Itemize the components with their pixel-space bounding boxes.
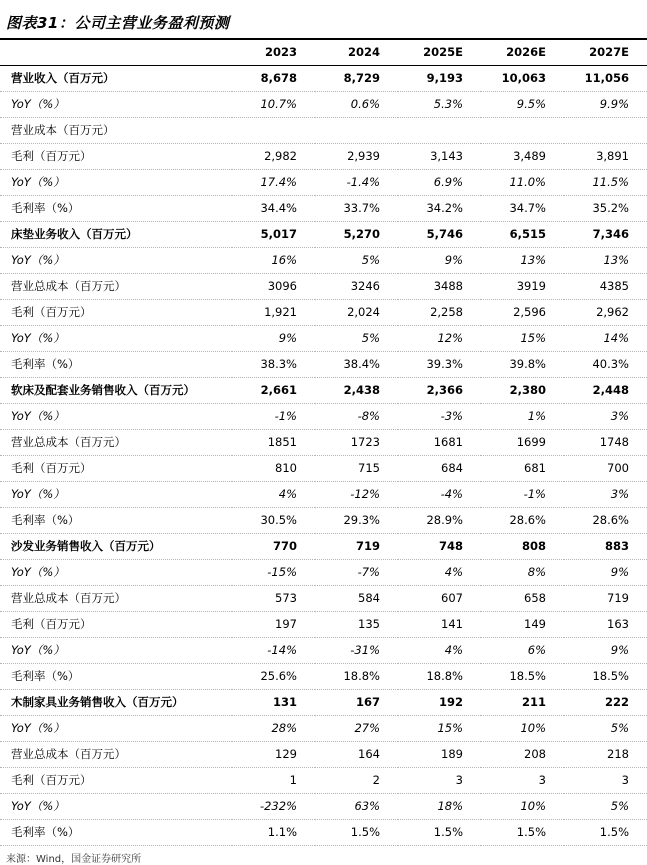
- value-cell: 222: [564, 690, 647, 716]
- value-cell: 10.7%: [232, 92, 315, 118]
- table-row: [0, 508, 647, 534]
- value-cell: 5%: [315, 326, 398, 352]
- value-cell: 3: [398, 768, 481, 794]
- value-cell: 9%: [564, 638, 647, 664]
- value-cell: 15%: [481, 326, 564, 352]
- value-cell: -7%: [315, 560, 398, 586]
- value-cell: 2,258: [398, 300, 481, 326]
- value-cell: 1.5%: [315, 820, 398, 846]
- value-cell: -15%: [232, 560, 315, 586]
- value-cell: 5,017: [232, 222, 315, 248]
- value-cell: 9%: [564, 560, 647, 586]
- value-cell: 6.9%: [398, 170, 481, 196]
- value-cell: 3488: [398, 274, 481, 300]
- value-cell: 5%: [564, 794, 647, 820]
- row-label: YoY（%）: [0, 716, 232, 742]
- row-label: YoY（%）: [0, 560, 232, 586]
- value-cell: -14%: [232, 638, 315, 664]
- value-cell: 149: [481, 612, 564, 638]
- value-cell: 715: [315, 456, 398, 482]
- value-cell: 2,380: [481, 378, 564, 404]
- value-cell: 2,661: [232, 378, 315, 404]
- value-cell: 34.7%: [481, 196, 564, 222]
- value-cell: 2,982: [232, 144, 315, 170]
- value-cell: 1.5%: [398, 820, 481, 846]
- value-cell: 9,193: [398, 66, 481, 92]
- value-cell: 573: [232, 586, 315, 612]
- value-cell: 15%: [398, 716, 481, 742]
- value-cell: 164: [315, 742, 398, 768]
- value-cell: 4%: [232, 482, 315, 508]
- value-cell: 211: [481, 690, 564, 716]
- value-cell: 681: [481, 456, 564, 482]
- row-label: 毛利率（%）: [0, 196, 232, 222]
- value-cell: 3: [564, 768, 647, 794]
- table-row: [0, 378, 647, 404]
- row-label: YoY（%）: [0, 170, 232, 196]
- value-cell: 719: [564, 586, 647, 612]
- row-label: YoY（%）: [0, 794, 232, 820]
- table-row: [0, 144, 647, 170]
- table-row: [0, 196, 647, 222]
- value-cell: 3246: [315, 274, 398, 300]
- table-row: [0, 794, 647, 820]
- value-cell: 39.3%: [398, 352, 481, 378]
- row-label: 营业总成本（百万元）: [0, 430, 232, 456]
- row-label: 营业成本（百万元）: [0, 118, 232, 144]
- table-row: [0, 482, 647, 508]
- value-cell: 16%: [232, 248, 315, 274]
- value-cell: 33.7%: [315, 196, 398, 222]
- value-cell: 38.4%: [315, 352, 398, 378]
- table-row: [0, 456, 647, 482]
- value-cell: 3: [481, 768, 564, 794]
- value-cell: 5,270: [315, 222, 398, 248]
- value-cell: 5,746: [398, 222, 481, 248]
- value-cell: 27%: [315, 716, 398, 742]
- value-cell: 10%: [481, 794, 564, 820]
- value-cell: 2,024: [315, 300, 398, 326]
- row-label: 营业总成本（百万元）: [0, 586, 232, 612]
- value-cell: 808: [481, 534, 564, 560]
- figure-title: 图表31：公司主营业务盈利预测: [6, 14, 230, 32]
- header-year: 2024: [315, 40, 398, 66]
- value-cell: 5.3%: [398, 92, 481, 118]
- header-year: 2026E: [481, 40, 564, 66]
- table-row: [0, 612, 647, 638]
- value-cell: 13%: [564, 248, 647, 274]
- value-cell: 748: [398, 534, 481, 560]
- value-cell: 29.3%: [315, 508, 398, 534]
- value-cell: 5%: [315, 248, 398, 274]
- table-row: [0, 274, 647, 300]
- value-cell: 658: [481, 586, 564, 612]
- value-cell: 1723: [315, 430, 398, 456]
- value-cell: 28.6%: [564, 508, 647, 534]
- value-cell: 1,921: [232, 300, 315, 326]
- value-cell: 5%: [564, 716, 647, 742]
- value-cell: 167: [315, 690, 398, 716]
- value-cell: 2,939: [315, 144, 398, 170]
- value-cell: -8%: [315, 404, 398, 430]
- table-row: [0, 248, 647, 274]
- value-cell: -4%: [398, 482, 481, 508]
- header-row: [0, 40, 647, 66]
- row-label: 毛利率（%）: [0, 820, 232, 846]
- value-cell: [398, 118, 481, 144]
- table-row: [0, 742, 647, 768]
- row-label: 毛利率（%）: [0, 664, 232, 690]
- row-label: 毛利（百万元）: [0, 612, 232, 638]
- value-cell: 3919: [481, 274, 564, 300]
- table-row: [0, 300, 647, 326]
- value-cell: 11.5%: [564, 170, 647, 196]
- value-cell: [315, 118, 398, 144]
- value-cell: 18.5%: [481, 664, 564, 690]
- table-row: [0, 222, 647, 248]
- value-cell: -1%: [232, 404, 315, 430]
- value-cell: 163: [564, 612, 647, 638]
- header-year: 2027E: [564, 40, 647, 66]
- value-cell: 4%: [398, 638, 481, 664]
- value-cell: 38.3%: [232, 352, 315, 378]
- value-cell: 3%: [564, 482, 647, 508]
- value-cell: 3%: [564, 404, 647, 430]
- header-corner: [0, 40, 232, 66]
- value-cell: 28.6%: [481, 508, 564, 534]
- value-cell: 9.9%: [564, 92, 647, 118]
- value-cell: -1.4%: [315, 170, 398, 196]
- value-cell: 810: [232, 456, 315, 482]
- value-cell: 12%: [398, 326, 481, 352]
- row-label: YoY（%）: [0, 248, 232, 274]
- row-label: YoY（%）: [0, 638, 232, 664]
- value-cell: 3096: [232, 274, 315, 300]
- value-cell: 131: [232, 690, 315, 716]
- value-cell: 6,515: [481, 222, 564, 248]
- table-row: [0, 716, 647, 742]
- row-label: 沙发业务销售收入（百万元）: [0, 534, 232, 560]
- value-cell: 3,143: [398, 144, 481, 170]
- value-cell: 4385: [564, 274, 647, 300]
- row-label: 毛利率（%）: [0, 352, 232, 378]
- table-row: [0, 638, 647, 664]
- table-row: [0, 690, 647, 716]
- row-label: YoY（%）: [0, 92, 232, 118]
- value-cell: 2,438: [315, 378, 398, 404]
- value-cell: 28.9%: [398, 508, 481, 534]
- value-cell: -31%: [315, 638, 398, 664]
- value-cell: 14%: [564, 326, 647, 352]
- row-label: 营业总成本（百万元）: [0, 274, 232, 300]
- row-label: 床垫业务收入（百万元）: [0, 222, 232, 248]
- value-cell: 8%: [481, 560, 564, 586]
- value-cell: 1699: [481, 430, 564, 456]
- value-cell: -3%: [398, 404, 481, 430]
- value-cell: 10,063: [481, 66, 564, 92]
- value-cell: 9%: [232, 326, 315, 352]
- row-label: 营业总成本（百万元）: [0, 742, 232, 768]
- value-cell: 63%: [315, 794, 398, 820]
- value-cell: 1.5%: [564, 820, 647, 846]
- value-cell: 8,729: [315, 66, 398, 92]
- value-cell: 2,962: [564, 300, 647, 326]
- value-cell: 2,596: [481, 300, 564, 326]
- value-cell: 11.0%: [481, 170, 564, 196]
- value-cell: 10%: [481, 716, 564, 742]
- value-cell: 18.8%: [398, 664, 481, 690]
- value-cell: 141: [398, 612, 481, 638]
- table-row: [0, 352, 647, 378]
- table-row: [0, 820, 647, 846]
- table-row: [0, 118, 647, 144]
- header-year: 2023: [232, 40, 315, 66]
- value-cell: 40.3%: [564, 352, 647, 378]
- value-cell: 192: [398, 690, 481, 716]
- value-cell: -1%: [481, 482, 564, 508]
- table-row: [0, 66, 647, 92]
- value-cell: 1%: [481, 404, 564, 430]
- value-cell: 770: [232, 534, 315, 560]
- value-cell: 1: [232, 768, 315, 794]
- value-cell: 1748: [564, 430, 647, 456]
- value-cell: 34.4%: [232, 196, 315, 222]
- table-row: [0, 92, 647, 118]
- value-cell: 18%: [398, 794, 481, 820]
- value-cell: 4%: [398, 560, 481, 586]
- value-cell: 584: [315, 586, 398, 612]
- forecast-table: [0, 40, 647, 846]
- value-cell: 9.5%: [481, 92, 564, 118]
- value-cell: 28%: [232, 716, 315, 742]
- row-label: 毛利（百万元）: [0, 144, 232, 170]
- value-cell: 9%: [398, 248, 481, 274]
- value-cell: [564, 118, 647, 144]
- value-cell: 684: [398, 456, 481, 482]
- table-row: [0, 768, 647, 794]
- value-cell: 11,056: [564, 66, 647, 92]
- table-row: [0, 586, 647, 612]
- value-cell: 0.6%: [315, 92, 398, 118]
- row-label: 毛利（百万元）: [0, 456, 232, 482]
- row-label: 木制家具业务销售收入（百万元）: [0, 690, 232, 716]
- value-cell: 8,678: [232, 66, 315, 92]
- value-cell: -232%: [232, 794, 315, 820]
- table-row: [0, 404, 647, 430]
- value-cell: 2,366: [398, 378, 481, 404]
- value-cell: 34.2%: [398, 196, 481, 222]
- row-label: YoY（%）: [0, 482, 232, 508]
- row-label: YoY（%）: [0, 404, 232, 430]
- value-cell: 129: [232, 742, 315, 768]
- value-cell: 197: [232, 612, 315, 638]
- value-cell: 208: [481, 742, 564, 768]
- value-cell: 1.1%: [232, 820, 315, 846]
- value-cell: 35.2%: [564, 196, 647, 222]
- table-body: [0, 66, 647, 846]
- value-cell: 3,891: [564, 144, 647, 170]
- value-cell: 17.4%: [232, 170, 315, 196]
- value-cell: 18.8%: [315, 664, 398, 690]
- value-cell: 6%: [481, 638, 564, 664]
- source-note: 来源：Wind，国金证券研究所: [6, 854, 142, 865]
- value-cell: 189: [398, 742, 481, 768]
- value-cell: 25.6%: [232, 664, 315, 690]
- value-cell: 700: [564, 456, 647, 482]
- value-cell: 607: [398, 586, 481, 612]
- header-year: 2025E: [398, 40, 481, 66]
- value-cell: 3,489: [481, 144, 564, 170]
- table-row: [0, 430, 647, 456]
- value-cell: -12%: [315, 482, 398, 508]
- value-cell: 1.5%: [481, 820, 564, 846]
- value-cell: 2,448: [564, 378, 647, 404]
- value-cell: 30.5%: [232, 508, 315, 534]
- row-label: 软床及配套业务销售收入（百万元）: [0, 378, 232, 404]
- value-cell: 883: [564, 534, 647, 560]
- value-cell: [232, 118, 315, 144]
- value-cell: 7,346: [564, 222, 647, 248]
- value-cell: 719: [315, 534, 398, 560]
- table-row: [0, 664, 647, 690]
- value-cell: 2: [315, 768, 398, 794]
- row-label: 营业收入（百万元）: [0, 66, 232, 92]
- value-cell: 18.5%: [564, 664, 647, 690]
- row-label: 毛利率（%）: [0, 508, 232, 534]
- row-label: 毛利（百万元）: [0, 768, 232, 794]
- value-cell: 1851: [232, 430, 315, 456]
- value-cell: 39.8%: [481, 352, 564, 378]
- table-row: [0, 534, 647, 560]
- row-label: 毛利（百万元）: [0, 300, 232, 326]
- value-cell: 1681: [398, 430, 481, 456]
- table-row: [0, 170, 647, 196]
- table-row: [0, 326, 647, 352]
- value-cell: 13%: [481, 248, 564, 274]
- value-cell: 135: [315, 612, 398, 638]
- table-row: [0, 560, 647, 586]
- value-cell: 218: [564, 742, 647, 768]
- row-label: YoY（%）: [0, 326, 232, 352]
- value-cell: [481, 118, 564, 144]
